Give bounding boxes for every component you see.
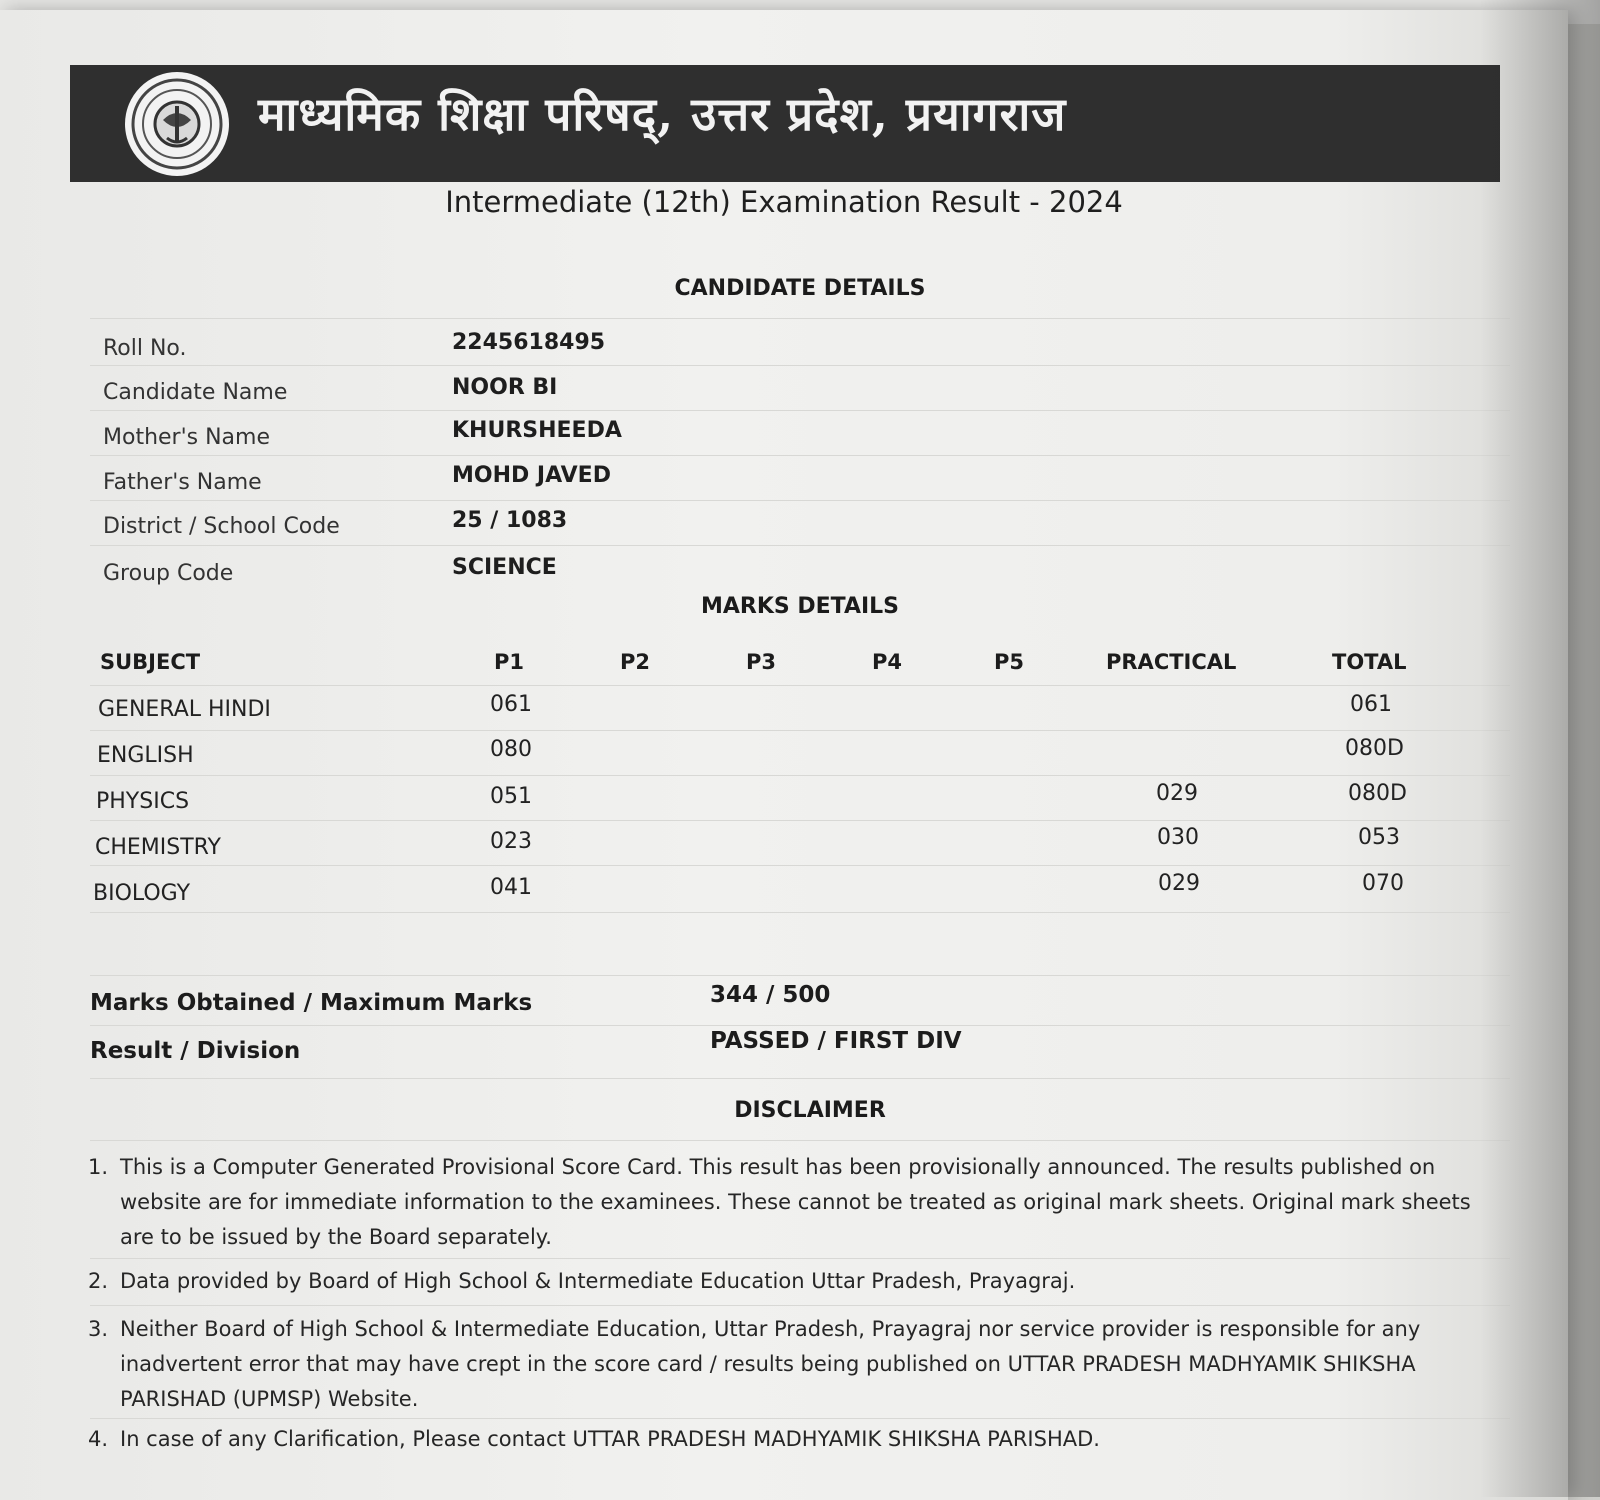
roll-no-label: Roll No. [103,336,187,361]
col-header-p3: P3 [746,650,777,674]
page-edge-shadow [1480,0,1600,1497]
row-divider [90,365,1510,366]
row-divider [90,1418,1510,1419]
marks-obtained-value: 344 / 500 [710,982,831,1008]
row-divider [90,775,1510,776]
result-division-value: PASSED / FIRST DIV [710,1028,962,1054]
candidate-name-value: NOOR BI [452,375,558,400]
disclaimer-heading: DISCLAIMER [734,1098,886,1123]
row-divider [90,865,1510,866]
row-divider [90,975,1510,976]
p1-cell: 080 [490,737,532,762]
subject-cell: BIOLOGY [93,881,191,906]
subject-cell: PHYSICS [96,789,190,814]
district-school-code-value: 25 / 1083 [452,508,568,533]
group-code-value: SCIENCE [452,555,557,580]
row-divider [90,1025,1510,1026]
p1-cell: 061 [490,692,532,717]
disclaimer-text: This is a Computer Generated Provisional Score Card. This result has been provisionally announced. The results published on website are for immediate information to the examinees. These cannot be treated as original mark sheets. Original mark sheets are to be issued by the Board separately. [120,1155,1471,1249]
disclaimer-number: 4. [88,1427,109,1451]
disclaimer-item [88,1312,1508,1417]
board-title-hindi: माध्यमिक शिक्षा परिषद्, उत्तर प्रदेश, प्रयागराज [258,87,1067,141]
row-divider [90,912,1510,913]
practical-cell: 029 [1156,781,1198,806]
mother-name-value: KHURSHEEDA [452,418,622,443]
marks-obtained-label: Marks Obtained / Maximum Marks [90,990,533,1016]
row-divider [90,1078,1510,1079]
row-divider [90,1140,1510,1141]
practical-cell: 029 [1158,871,1200,896]
candidate-details-heading: CANDIDATE DETAILS [674,276,926,301]
col-header-practical: PRACTICAL [1106,650,1237,674]
col-header-p2: P2 [620,650,651,674]
row-divider [90,730,1510,731]
col-header-subject: SUBJECT [100,650,201,674]
subject-cell: CHEMISTRY [95,835,221,860]
candidate-name-label: Candidate Name [103,380,288,405]
district-school-code-label: District / School Code [103,514,340,539]
col-header-p4: P4 [872,650,903,674]
disclaimer-item [88,1422,1508,1457]
total-cell: 070 [1362,871,1404,896]
group-code-label: Group Code [103,561,234,586]
col-header-total: TOTAL [1332,650,1407,674]
marks-details-heading: MARKS DETAILS [700,594,900,619]
disclaimer-text: In case of any Clarification, Please contact UTTAR PRADESH MADHYAMIK SHIKSHA PARISHAD. [120,1427,1100,1451]
father-name-label: Father's Name [103,470,262,495]
disclaimer-number: 3. [88,1317,109,1341]
row-divider [90,820,1510,821]
row-divider [90,410,1510,411]
col-header-p5: P5 [994,650,1025,674]
upmsp-emblem-logo [125,72,229,176]
disclaimer-item [88,1150,1508,1255]
mother-name-label: Mother's Name [103,425,270,450]
total-cell: 061 [1350,692,1392,717]
emblem-icon [129,76,225,172]
disclaimer-number: 2. [88,1269,109,1293]
p1-cell: 041 [490,875,532,900]
p1-cell: 023 [490,829,532,854]
practical-cell: 030 [1157,825,1199,850]
row-divider [90,545,1510,546]
col-header-p1: P1 [494,650,525,674]
p1-cell: 051 [490,784,532,809]
subject-cell: GENERAL HINDI [98,697,271,722]
disclaimer-text: Neither Board of High School & Intermediate Education, Uttar Pradesh, Prayagraj nor service provider is responsible for any inadvertent error that may have crept in the score card / results being published on UTTAR PRADESH MADHYAMIK SHIKSHA PARISHAD (UPMSP) Website. [120,1317,1421,1411]
row-divider [90,455,1510,456]
row-divider [90,1305,1510,1306]
row-divider [90,318,1510,319]
roll-no-value: 2245618495 [452,330,606,355]
exam-title: Intermediate (12th) Examination Result - 2024 [445,185,1123,219]
disclaimer-text: Data provided by Board of High School & Intermediate Education Uttar Pradesh, Prayagraj. [120,1269,1076,1293]
result-division-label: Result / Division [90,1038,301,1064]
row-divider [90,500,1510,501]
disclaimer-number: 1. [88,1155,109,1179]
subject-cell: ENGLISH [97,743,194,768]
total-cell: 080D [1345,736,1404,761]
total-cell: 053 [1358,825,1400,850]
father-name-value: MOHD JAVED [452,463,611,488]
row-divider [90,1258,1510,1259]
row-divider [90,685,1510,686]
disclaimer-item [88,1264,1508,1299]
total-cell: 080D [1348,781,1407,806]
